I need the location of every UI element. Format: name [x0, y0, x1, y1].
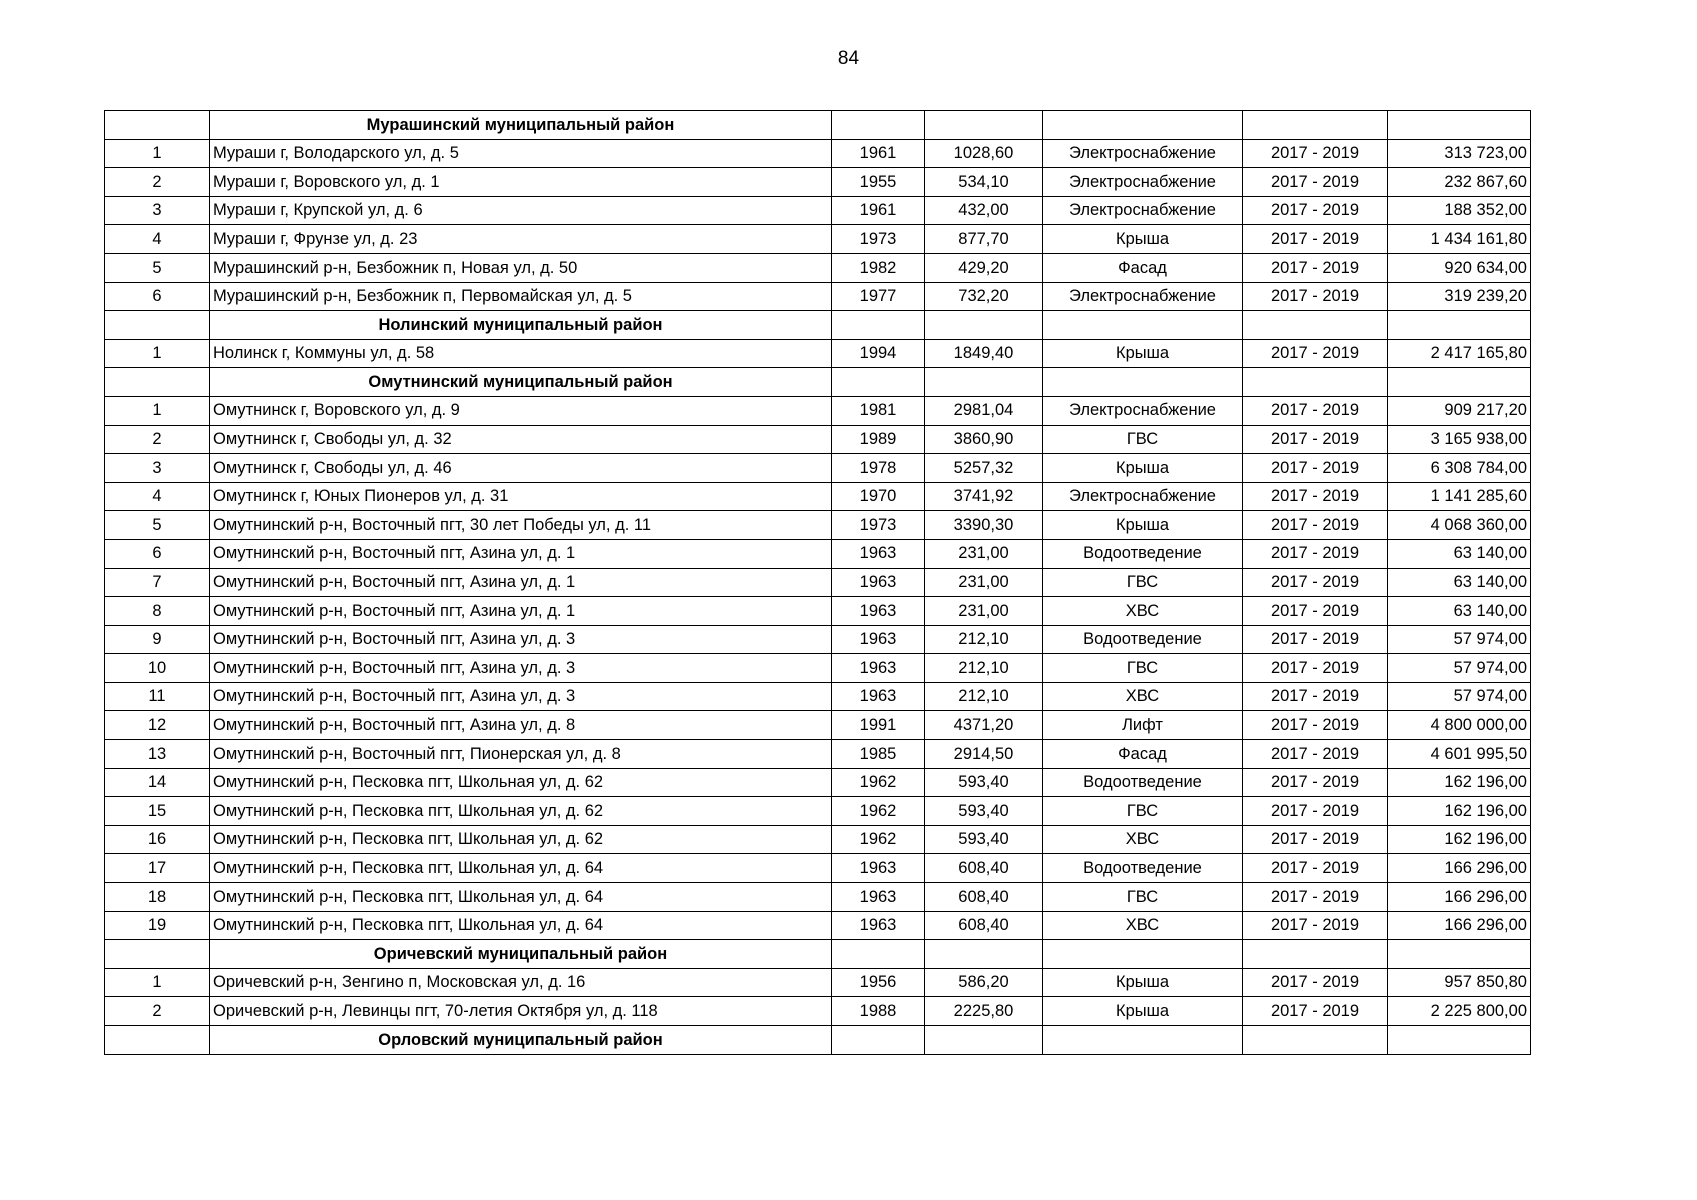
area-cell: 429,20: [925, 253, 1043, 282]
table-row: [105, 768, 1531, 797]
build-year-cell: 1963: [832, 911, 925, 940]
area-cell: 593,40: [925, 825, 1043, 854]
work-type-cell: ГВС: [1043, 797, 1243, 826]
row-number-cell: 16: [105, 825, 210, 854]
build-year-cell: 1963: [832, 682, 925, 711]
work-type-cell: ХВС: [1043, 597, 1243, 626]
area-cell: 4371,20: [925, 711, 1043, 740]
cost-cell: 319 239,20: [1388, 282, 1531, 311]
address-cell: Омутнинский р-н, Восточный пгт, Азина ул, д. 1: [210, 539, 832, 568]
cost-cell: 57 974,00: [1388, 654, 1531, 683]
address-cell: Мурашинский р-н, Безбожник п, Первомайская ул, д. 5: [210, 282, 832, 311]
build-year-cell: 1973: [832, 225, 925, 254]
table-row: [105, 282, 1531, 311]
table-row: [105, 740, 1531, 769]
build-year-cell: 1962: [832, 825, 925, 854]
build-year-cell: 1994: [832, 339, 925, 368]
table-row: [105, 225, 1531, 254]
cost-cell: 232 867,60: [1388, 168, 1531, 197]
table-row: [105, 168, 1531, 197]
area-cell: 432,00: [925, 196, 1043, 225]
table-body: [105, 111, 1531, 1055]
period-cell: 2017 - 2019: [1243, 225, 1388, 254]
build-year-cell: 1977: [832, 282, 925, 311]
build-year-cell: 1989: [832, 425, 925, 454]
cost-cell: 2 225 800,00: [1388, 997, 1531, 1026]
empty-cell: [925, 311, 1043, 340]
table-row: [105, 682, 1531, 711]
row-number-cell: 1: [105, 968, 210, 997]
address-cell: Омутнинск г, Свободы ул, д. 32: [210, 425, 832, 454]
cost-cell: 63 140,00: [1388, 597, 1531, 626]
table-row: [105, 625, 1531, 654]
section-header-row: [105, 368, 1531, 397]
cost-cell: 57 974,00: [1388, 682, 1531, 711]
address-cell: Омутнинский р-н, Песковка пгт, Школьная ул, д. 62: [210, 825, 832, 854]
cost-cell: 166 296,00: [1388, 883, 1531, 912]
area-cell: 608,40: [925, 883, 1043, 912]
row-number-cell: 15: [105, 797, 210, 826]
period-cell: 2017 - 2019: [1243, 825, 1388, 854]
table-row: [105, 139, 1531, 168]
cost-cell: 188 352,00: [1388, 196, 1531, 225]
area-cell: 212,10: [925, 654, 1043, 683]
area-cell: 608,40: [925, 854, 1043, 883]
period-cell: 2017 - 2019: [1243, 196, 1388, 225]
period-cell: 2017 - 2019: [1243, 911, 1388, 940]
period-cell: 2017 - 2019: [1243, 282, 1388, 311]
address-cell: Нолинск г, Коммуны ул, д. 58: [210, 339, 832, 368]
period-cell: 2017 - 2019: [1243, 597, 1388, 626]
address-cell: Омутнинский р-н, Песковка пгт, Школьная ул, д. 62: [210, 768, 832, 797]
area-cell: 3390,30: [925, 511, 1043, 540]
period-cell: 2017 - 2019: [1243, 997, 1388, 1026]
work-type-cell: Электроснабжение: [1043, 196, 1243, 225]
empty-cell: [105, 940, 210, 969]
period-cell: 2017 - 2019: [1243, 454, 1388, 483]
area-cell: 2981,04: [925, 396, 1043, 425]
table-row: [105, 825, 1531, 854]
address-cell: Омутнинский р-н, Песковка пгт, Школьная ул, д. 64: [210, 854, 832, 883]
cost-cell: 4 601 995,50: [1388, 740, 1531, 769]
cost-cell: 909 217,20: [1388, 396, 1531, 425]
empty-cell: [1043, 368, 1243, 397]
row-number-cell: 1: [105, 396, 210, 425]
row-number-cell: 1: [105, 339, 210, 368]
empty-cell: [1388, 311, 1531, 340]
address-cell: Омутнинский р-н, Восточный пгт, Азина ул, д. 1: [210, 568, 832, 597]
cost-cell: 57 974,00: [1388, 625, 1531, 654]
table-row: [105, 196, 1531, 225]
period-cell: 2017 - 2019: [1243, 654, 1388, 683]
address-cell: Омутнинск г, Юных Пионеров ул, д. 31: [210, 482, 832, 511]
period-cell: 2017 - 2019: [1243, 568, 1388, 597]
table-row: [105, 539, 1531, 568]
area-cell: 5257,32: [925, 454, 1043, 483]
build-year-cell: 1963: [832, 597, 925, 626]
work-type-cell: Крыша: [1043, 225, 1243, 254]
work-type-cell: ГВС: [1043, 883, 1243, 912]
build-year-cell: 1963: [832, 568, 925, 597]
address-cell: Омутнинский р-н, Восточный пгт, Азина ул, д. 3: [210, 625, 832, 654]
address-cell: Омутнинский р-н, Песковка пгт, Школьная ул, д. 64: [210, 911, 832, 940]
row-number-cell: 1: [105, 139, 210, 168]
cost-cell: 957 850,80: [1388, 968, 1531, 997]
area-cell: 877,70: [925, 225, 1043, 254]
row-number-cell: 2: [105, 997, 210, 1026]
period-cell: 2017 - 2019: [1243, 968, 1388, 997]
work-type-cell: Водоотведение: [1043, 854, 1243, 883]
work-type-cell: Водоотведение: [1043, 539, 1243, 568]
section-header-row: [105, 111, 1531, 140]
period-cell: 2017 - 2019: [1243, 539, 1388, 568]
table-row: [105, 968, 1531, 997]
row-number-cell: 4: [105, 225, 210, 254]
section-title: Нолинский муниципальный район: [210, 311, 832, 340]
work-type-cell: Электроснабжение: [1043, 282, 1243, 311]
area-cell: 593,40: [925, 768, 1043, 797]
empty-cell: [925, 1026, 1043, 1055]
table-row: [105, 597, 1531, 626]
period-cell: 2017 - 2019: [1243, 682, 1388, 711]
row-number-cell: 12: [105, 711, 210, 740]
table-row: [105, 454, 1531, 483]
work-type-cell: Электроснабжение: [1043, 396, 1243, 425]
address-cell: Мураши г, Воровского ул, д. 1: [210, 168, 832, 197]
row-number-cell: 2: [105, 168, 210, 197]
table-row: [105, 997, 1531, 1026]
area-cell: 2914,50: [925, 740, 1043, 769]
empty-cell: [1388, 940, 1531, 969]
work-type-cell: ХВС: [1043, 682, 1243, 711]
period-cell: 2017 - 2019: [1243, 883, 1388, 912]
address-cell: Омутнинск г, Воровского ул, д. 9: [210, 396, 832, 425]
period-cell: 2017 - 2019: [1243, 253, 1388, 282]
empty-cell: [105, 1026, 210, 1055]
empty-cell: [1243, 368, 1388, 397]
period-cell: 2017 - 2019: [1243, 625, 1388, 654]
build-year-cell: 1963: [832, 854, 925, 883]
work-type-cell: Фасад: [1043, 740, 1243, 769]
area-cell: 1028,60: [925, 139, 1043, 168]
address-cell: Мураши г, Крупской ул, д. 6: [210, 196, 832, 225]
cost-cell: 1 141 285,60: [1388, 482, 1531, 511]
empty-cell: [832, 940, 925, 969]
period-cell: 2017 - 2019: [1243, 768, 1388, 797]
empty-cell: [1243, 311, 1388, 340]
build-year-cell: 1956: [832, 968, 925, 997]
empty-cell: [1243, 940, 1388, 969]
cost-cell: 4 800 000,00: [1388, 711, 1531, 740]
area-cell: 212,10: [925, 682, 1043, 711]
table-row: [105, 797, 1531, 826]
period-cell: 2017 - 2019: [1243, 396, 1388, 425]
address-cell: Омутнинский р-н, Восточный пгт, 30 лет Победы ул, д. 11: [210, 511, 832, 540]
period-cell: 2017 - 2019: [1243, 797, 1388, 826]
table-row: [105, 511, 1531, 540]
build-year-cell: 1970: [832, 482, 925, 511]
cost-cell: 166 296,00: [1388, 854, 1531, 883]
area-cell: 732,20: [925, 282, 1043, 311]
build-year-cell: 1981: [832, 396, 925, 425]
table-row: [105, 396, 1531, 425]
empty-cell: [1388, 111, 1531, 140]
address-cell: Омутнинск г, Свободы ул, д. 46: [210, 454, 832, 483]
row-number-cell: 7: [105, 568, 210, 597]
period-cell: 2017 - 2019: [1243, 740, 1388, 769]
work-type-cell: ГВС: [1043, 425, 1243, 454]
section-header-row: [105, 1026, 1531, 1055]
period-cell: 2017 - 2019: [1243, 339, 1388, 368]
work-type-cell: Крыша: [1043, 339, 1243, 368]
area-cell: 1849,40: [925, 339, 1043, 368]
table-row: [105, 883, 1531, 912]
area-cell: 3741,92: [925, 482, 1043, 511]
section-header-row: [105, 940, 1531, 969]
empty-cell: [1043, 111, 1243, 140]
address-cell: Омутнинский р-н, Восточный пгт, Азина ул, д. 3: [210, 654, 832, 683]
address-cell: Омутнинский р-н, Восточный пгт, Азина ул, д. 8: [210, 711, 832, 740]
work-type-cell: Электроснабжение: [1043, 168, 1243, 197]
cost-cell: 6 308 784,00: [1388, 454, 1531, 483]
address-cell: Омутнинский р-н, Песковка пгт, Школьная ул, д. 62: [210, 797, 832, 826]
empty-cell: [832, 111, 925, 140]
build-year-cell: 1961: [832, 139, 925, 168]
cost-cell: 63 140,00: [1388, 539, 1531, 568]
build-year-cell: 1962: [832, 797, 925, 826]
row-number-cell: 2: [105, 425, 210, 454]
work-type-cell: ХВС: [1043, 825, 1243, 854]
section-title: Орловский муниципальный район: [210, 1026, 832, 1055]
address-cell: Оричевский р-н, Зенгино п, Московская ул, д. 16: [210, 968, 832, 997]
cost-cell: 2 417 165,80: [1388, 339, 1531, 368]
work-type-cell: Лифт: [1043, 711, 1243, 740]
empty-cell: [832, 311, 925, 340]
table-row: [105, 654, 1531, 683]
cost-cell: 4 068 360,00: [1388, 511, 1531, 540]
period-cell: 2017 - 2019: [1243, 482, 1388, 511]
period-cell: 2017 - 2019: [1243, 139, 1388, 168]
empty-cell: [832, 368, 925, 397]
empty-cell: [1388, 1026, 1531, 1055]
empty-cell: [105, 111, 210, 140]
empty-cell: [1388, 368, 1531, 397]
empty-cell: [105, 368, 210, 397]
page-number: 84: [837, 48, 860, 69]
work-type-cell: ГВС: [1043, 654, 1243, 683]
empty-cell: [925, 368, 1043, 397]
build-year-cell: 1963: [832, 539, 925, 568]
period-cell: 2017 - 2019: [1243, 425, 1388, 454]
address-cell: Мурашинский р-н, Безбожник п, Новая ул, д. 50: [210, 253, 832, 282]
table-row: [105, 482, 1531, 511]
work-type-cell: Крыша: [1043, 968, 1243, 997]
build-year-cell: 1963: [832, 625, 925, 654]
work-type-cell: Крыша: [1043, 997, 1243, 1026]
row-number-cell: 14: [105, 768, 210, 797]
area-cell: 231,00: [925, 597, 1043, 626]
row-number-cell: 5: [105, 511, 210, 540]
cost-cell: 3 165 938,00: [1388, 425, 1531, 454]
work-type-cell: Водоотведение: [1043, 768, 1243, 797]
row-number-cell: 17: [105, 854, 210, 883]
area-cell: 2225,80: [925, 997, 1043, 1026]
housing-repair-table: [104, 110, 1531, 1055]
cost-cell: 1 434 161,80: [1388, 225, 1531, 254]
area-cell: 593,40: [925, 797, 1043, 826]
work-type-cell: Крыша: [1043, 511, 1243, 540]
work-type-cell: Водоотведение: [1043, 625, 1243, 654]
period-cell: 2017 - 2019: [1243, 168, 1388, 197]
build-year-cell: 1978: [832, 454, 925, 483]
table-row: [105, 711, 1531, 740]
address-cell: Оричевский р-н, Левинцы пгт, 70-летия Октября ул, д. 118: [210, 997, 832, 1026]
row-number-cell: 4: [105, 482, 210, 511]
build-year-cell: 1991: [832, 711, 925, 740]
row-number-cell: 18: [105, 883, 210, 912]
empty-cell: [1243, 111, 1388, 140]
build-year-cell: 1963: [832, 654, 925, 683]
row-number-cell: 5: [105, 253, 210, 282]
table-row: [105, 253, 1531, 282]
empty-cell: [1043, 1026, 1243, 1055]
address-cell: Мураши г, Володарского ул, д. 5: [210, 139, 832, 168]
row-number-cell: 8: [105, 597, 210, 626]
cost-cell: 313 723,00: [1388, 139, 1531, 168]
table-row: [105, 425, 1531, 454]
row-number-cell: 3: [105, 454, 210, 483]
work-type-cell: Электроснабжение: [1043, 482, 1243, 511]
empty-cell: [1043, 940, 1243, 969]
period-cell: 2017 - 2019: [1243, 511, 1388, 540]
section-title: Оричевский муниципальный район: [210, 940, 832, 969]
empty-cell: [925, 940, 1043, 969]
cost-cell: 162 196,00: [1388, 797, 1531, 826]
empty-cell: [1043, 311, 1243, 340]
cost-cell: 166 296,00: [1388, 911, 1531, 940]
area-cell: 3860,90: [925, 425, 1043, 454]
work-type-cell: Электроснабжение: [1043, 139, 1243, 168]
cost-cell: 162 196,00: [1388, 768, 1531, 797]
table-row: [105, 568, 1531, 597]
build-year-cell: 1973: [832, 511, 925, 540]
area-cell: 608,40: [925, 911, 1043, 940]
area-cell: 212,10: [925, 625, 1043, 654]
area-cell: 231,00: [925, 539, 1043, 568]
address-cell: Омутнинский р-н, Восточный пгт, Азина ул, д. 1: [210, 597, 832, 626]
row-number-cell: 6: [105, 282, 210, 311]
period-cell: 2017 - 2019: [1243, 854, 1388, 883]
build-year-cell: 1985: [832, 740, 925, 769]
build-year-cell: 1988: [832, 997, 925, 1026]
row-number-cell: 6: [105, 539, 210, 568]
period-cell: 2017 - 2019: [1243, 711, 1388, 740]
row-number-cell: 9: [105, 625, 210, 654]
row-number-cell: 13: [105, 740, 210, 769]
empty-cell: [925, 111, 1043, 140]
cost-cell: 63 140,00: [1388, 568, 1531, 597]
row-number-cell: 19: [105, 911, 210, 940]
build-year-cell: 1961: [832, 196, 925, 225]
address-cell: Омутнинский р-н, Песковка пгт, Школьная ул, д. 64: [210, 883, 832, 912]
address-cell: Мураши г, Фрунзе ул, д. 23: [210, 225, 832, 254]
address-cell: Омутнинский р-н, Восточный пгт, Азина ул, д. 3: [210, 682, 832, 711]
table-row: [105, 854, 1531, 883]
build-year-cell: 1962: [832, 768, 925, 797]
row-number-cell: 3: [105, 196, 210, 225]
table-row: [105, 911, 1531, 940]
build-year-cell: 1982: [832, 253, 925, 282]
work-type-cell: ГВС: [1043, 568, 1243, 597]
section-title: Мурашинский муниципальный район: [210, 111, 832, 140]
build-year-cell: 1963: [832, 883, 925, 912]
cost-cell: 162 196,00: [1388, 825, 1531, 854]
area-cell: 231,00: [925, 568, 1043, 597]
area-cell: 534,10: [925, 168, 1043, 197]
work-type-cell: Фасад: [1043, 253, 1243, 282]
section-title: Омутнинский муниципальный район: [210, 368, 832, 397]
work-type-cell: Крыша: [1043, 454, 1243, 483]
cost-cell: 920 634,00: [1388, 253, 1531, 282]
work-type-cell: ХВС: [1043, 911, 1243, 940]
section-header-row: [105, 311, 1531, 340]
empty-cell: [105, 311, 210, 340]
empty-cell: [1243, 1026, 1388, 1055]
area-cell: 586,20: [925, 968, 1043, 997]
row-number-cell: 10: [105, 654, 210, 683]
table-row: [105, 339, 1531, 368]
build-year-cell: 1955: [832, 168, 925, 197]
row-number-cell: 11: [105, 682, 210, 711]
empty-cell: [832, 1026, 925, 1055]
address-cell: Омутнинский р-н, Восточный пгт, Пионерская ул, д. 8: [210, 740, 832, 769]
